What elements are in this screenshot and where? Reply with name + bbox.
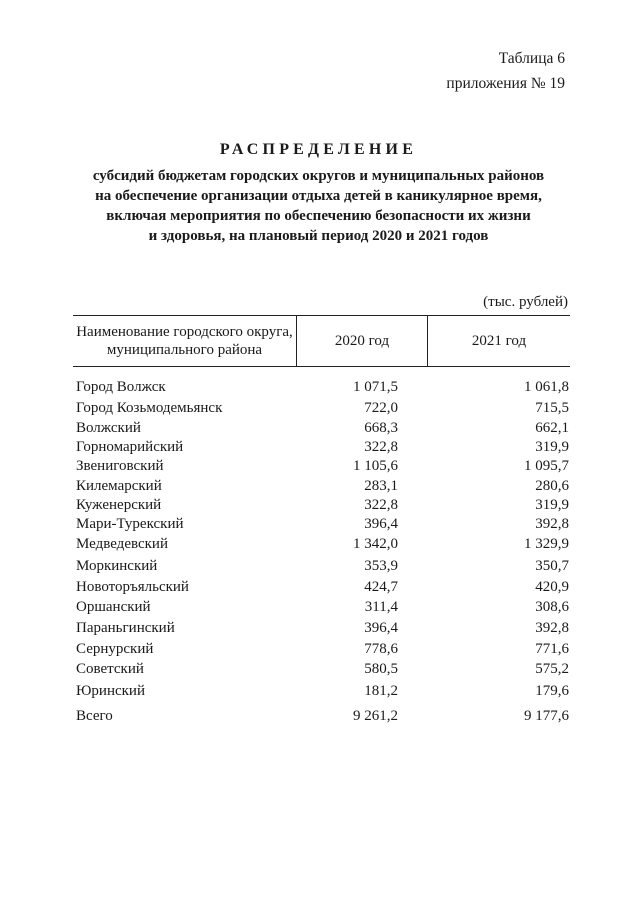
column-header-name: Наименование городского округа, муниципального района [76,324,293,358]
district-name-cell: Куженерский [76,497,162,513]
table-row [0,683,637,701]
value-2021-cell: 1 061,8 [524,379,569,395]
value-2020-cell: 722,0 [364,400,398,416]
table-row [0,579,637,597]
value-2021-cell: 319,9 [535,497,569,513]
value-2021-cell: 350,7 [535,558,569,574]
value-2021-cell: 392,8 [535,516,569,532]
table-row [0,599,637,617]
value-2020-cell: 396,4 [364,620,398,636]
district-name-cell: Килемарский [76,478,162,494]
table-row [0,400,637,418]
district-name-cell: Параньгинский [76,620,175,636]
value-2021-cell: 308,6 [535,599,569,615]
value-2021-cell: 771,6 [535,641,569,657]
table-row [0,439,637,457]
district-name-cell: Волжский [76,420,141,436]
table-row [0,497,637,515]
subtitle-line: и здоровья, на плановый период 2020 и 2021 годов [148,228,489,244]
district-name-cell: Советский [76,661,144,677]
table-row [0,620,637,638]
column-header-2020: 2020 год [334,333,390,349]
appendix-number: приложения № 19 [446,75,565,92]
value-2020-cell: 778,6 [364,641,398,657]
column-header-2021: 2021 год [471,333,527,349]
table-row [0,516,637,534]
total-row [0,708,637,726]
table-header [73,315,570,367]
district-name-cell: Город Козьмодемьянск [76,400,223,416]
value-2020-cell: 580,5 [364,661,398,677]
value-2020-cell: 1 105,6 [353,458,398,474]
value-2021-cell: 715,5 [535,400,569,416]
district-name-cell: Юринский [76,683,145,699]
document-title: РАСПРЕДЕЛЕНИЕ [219,141,418,158]
district-name-cell: Моркинский [76,558,158,574]
value-2021-cell: 179,6 [535,683,569,699]
document-subtitle [40,166,597,246]
value-2021-cell: 1 095,7 [524,458,569,474]
district-name-cell: Всего [76,708,113,724]
value-2020-cell: 322,8 [364,497,398,513]
value-2021-cell: 319,9 [535,439,569,455]
table-row [0,379,637,397]
value-2020-cell: 311,4 [364,599,398,615]
table-row [0,420,637,438]
value-2021-cell: 1 329,9 [524,536,569,552]
value-2020-cell: 9 261,2 [353,708,398,724]
value-2021-cell: 575,2 [535,661,569,677]
table-row [0,536,637,554]
district-name-cell: Мари-Турекский [76,516,184,532]
value-2021-cell: 662,1 [535,420,569,436]
subtitle-line: включая мероприятия по обеспечению безопасности их жизни [106,208,531,224]
value-2021-cell: 280,6 [535,478,569,494]
value-2020-cell: 322,8 [364,439,398,455]
value-2020-cell: 668,3 [364,420,398,436]
value-2021-cell: 420,9 [535,579,569,595]
table-row [0,661,637,679]
district-name-cell: Город Волжск [76,379,166,395]
value-2020-cell: 1 071,5 [353,379,398,395]
table-row [0,478,637,496]
district-name-cell: Оршанский [76,599,151,615]
district-name-cell: Новоторъяльский [76,579,189,595]
value-2020-cell: 1 342,0 [353,536,398,552]
table-row [0,458,637,476]
value-2020-cell: 424,7 [364,579,398,595]
value-2020-cell: 283,1 [364,478,398,494]
value-2021-cell: 392,8 [535,620,569,636]
district-name-cell: Сернурский [76,641,154,657]
units-label: (тыс. рублей) [483,294,568,310]
value-2020-cell: 396,4 [364,516,398,532]
value-2020-cell: 353,9 [364,558,398,574]
table-row [0,558,637,576]
district-name-cell: Медведевский [76,536,168,552]
table-number: Таблица 6 [498,50,565,67]
subtitle-line: субсидий бюджетам городских округов и муниципальных районов [92,168,545,184]
value-2021-cell: 9 177,6 [524,708,569,724]
subtitle-line: на обеспечение организации отдыха детей в каникулярное время, [95,188,542,204]
district-name-cell: Горномарийский [76,439,184,455]
district-name-cell: Звениговский [76,458,164,474]
table-row [0,641,637,659]
value-2020-cell: 181,2 [364,683,398,699]
